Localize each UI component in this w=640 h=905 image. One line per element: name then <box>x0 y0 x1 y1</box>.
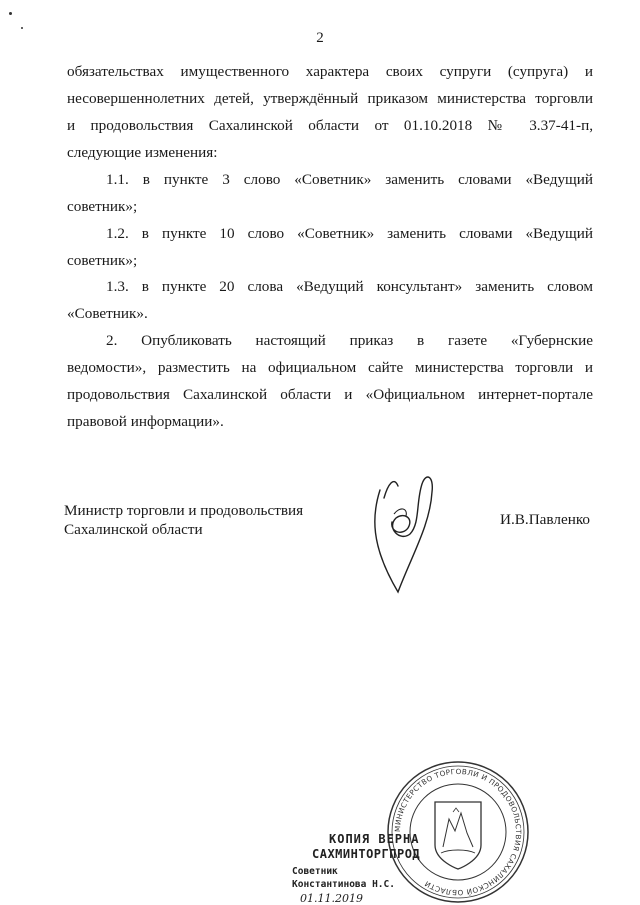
list-item-1-1-cont: советник»; <box>67 198 138 215</box>
list-item-1-3: 1.3. в пункте 20 слова «Ведущий консультант» заменить словом <box>106 278 593 295</box>
body-line: обязательствах имущественного характера своих супруги (супруга) и <box>67 63 593 80</box>
signatory-org: Сахалинской области <box>64 521 203 538</box>
list-item-2: 2. Опубликовать настоящий приказ в газете «Губернские <box>106 332 593 349</box>
copy-stamp-date: 01.11.2019 <box>300 892 363 905</box>
official-seal <box>383 757 533 905</box>
copy-stamp-org: САХМИНТОРГПРОД <box>312 847 421 861</box>
copy-stamp-line: КОПИЯ ВЕРНА <box>329 832 420 846</box>
seal-text: МИНИСТЕРСТВО ТОРГОВЛИ И ПРОДОВОЛЬСТВИЯ САХАЛИНСКОЙ ОБЛАСТИ <box>392 766 524 898</box>
copy-stamp-position: Советник <box>292 866 338 877</box>
body-line: ведомости», разместить на официальном сайте министерства торговли и <box>67 359 593 376</box>
body-line: следующие изменения: <box>67 144 218 161</box>
page-number: 2 <box>316 30 324 46</box>
scan-mark <box>9 12 12 15</box>
body-line: продовольствия Сахалинской области и «Официальном интернет-портале <box>67 386 593 403</box>
handwritten-signature <box>350 470 445 600</box>
signatory-title: Министр торговли и продовольствия <box>64 502 304 519</box>
body-line: несовершеннолетних детей, утверждённый приказом министерства торговли <box>67 90 593 107</box>
body-line: и продовольствия Сахалинской области от 01.10.2018 № 3.37-41-п, <box>67 117 593 134</box>
scan-mark <box>21 27 23 29</box>
list-item-1-1: 1.1. в пункте 3 слово «Советник» заменить словами «Ведущий <box>106 171 593 188</box>
list-item-1-2: 1.2. в пункте 10 слово «Советник» заменить словами «Ведущий <box>106 225 593 242</box>
list-item-1-2-cont: советник»; <box>67 252 138 269</box>
body-line: правовой информации». <box>67 413 224 430</box>
list-item-1-3-cont: «Советник». <box>67 305 148 322</box>
copy-stamp-person: Константинова Н.С. <box>292 879 395 890</box>
signatory-name: И.В.Павленко <box>500 511 591 528</box>
